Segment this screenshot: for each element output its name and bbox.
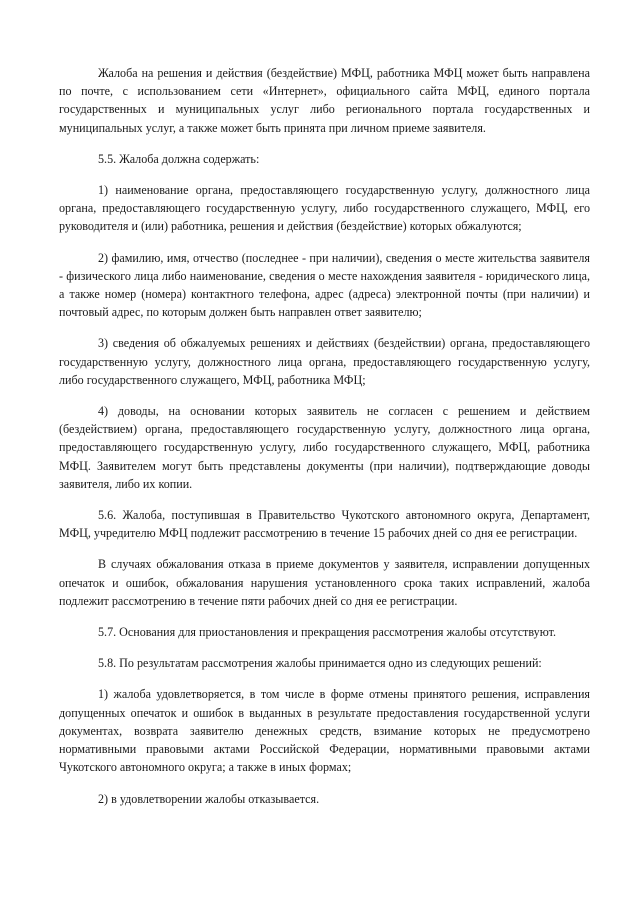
paragraph-5-6: 5.6. Жалоба, поступившая в Правительство Чукотского автономного округа, Департамент, МФЦ, учредителю МФЦ подлежит рассмотрению в течение 15 рабочих дней со дня ее регистрации. (59, 508, 590, 541)
paragraph-5-8-item-1: 1) жалоба удовлетворяется, в том числе в форме отмены принятого решения, исправления допущенных опечаток и ошибок в выданных в результате предоставления государственной услуги документах, возврата заявителю денежных средств, взимание которых не предусмотрено нормативными правовыми актами Российской Федерации, нормативными правовыми актами Чукотского автономного округа; а также в иных формах; (59, 687, 590, 775)
paragraph-5-7: 5.7. Основания для приостановления и прекращения рассмотрения жалобы отсутствуют. (98, 625, 556, 640)
paragraph-5-5-item-4: 4) доводы, на основании которых заявитель не согласен с решением и действием (бездействием) органа, предоставляющего государственную услугу, должностного лица органа, предоставляющего государственную услугу, либо государственного служащего, МФЦ, работника МФЦ. Заявителем могут быть представлены документы (при наличии), подтверждающие доводы заявителя, либо их копии. (59, 404, 590, 491)
paragraph-5-6-refusal-cases: В случаях обжалования отказа в приеме документов у заявителя, исправлении допущенных опечаток и ошибок, обжалования нарушения установленного срока таких исправлений, жалоба подлежит рассмотрению в течение пяти рабочих дней со дня ее регистрации. (59, 557, 590, 608)
paragraph-5-8: 5.8. По результатам рассмотрения жалобы принимается одно из следующих решений: (98, 656, 542, 671)
paragraph-5-5-item-2: 2) фамилию, имя, отчество (последнее - при наличии), сведения о месте жительства заявителя - физического лица либо наименование, сведения о месте нахождения заявителя - юридического лица, а также номер (номера) контактного телефона, адрес (адреса) электронной почты (при наличии) и почтовый адрес, по которым должен быть направлен ответ заявителю; (59, 250, 590, 320)
document-page (59, 64, 590, 821)
paragraph-5-5-item-3: 3) сведения об обжалуемых решениях и действиях (бездействии) органа, предоставляющего государственную услугу, должностного лица органа, предоставляющего государственную услугу, либо государственного служащего, МФЦ, работника МФЦ; (59, 336, 590, 387)
paragraph-5-5-item-1: 1) наименование органа, предоставляющего государственную услугу, должностного лица органа, предоставляющего государственную услугу, либо государственного служащего, МФЦ, его руководителя и (или) работника, решения и действия (бездействие) которых обжалуются; (59, 183, 590, 234)
paragraph-5-5-heading: 5.5. Жалоба должна содержать: (98, 151, 260, 166)
paragraph-complaint-channels: Жалоба на решения и действия (бездействие) МФЦ, работника МФЦ может быть направлена по почте, с использованием сети «Интернет», официального сайта МФЦ, единого портала государственных и муниципальных услуг либо регионального портала государственных и муниципальных услуг, а также может быть принята при личном приеме заявителя. (59, 66, 590, 135)
paragraph-5-8-item-2: 2) в удовлетворении жалобы отказывается. (98, 791, 320, 806)
